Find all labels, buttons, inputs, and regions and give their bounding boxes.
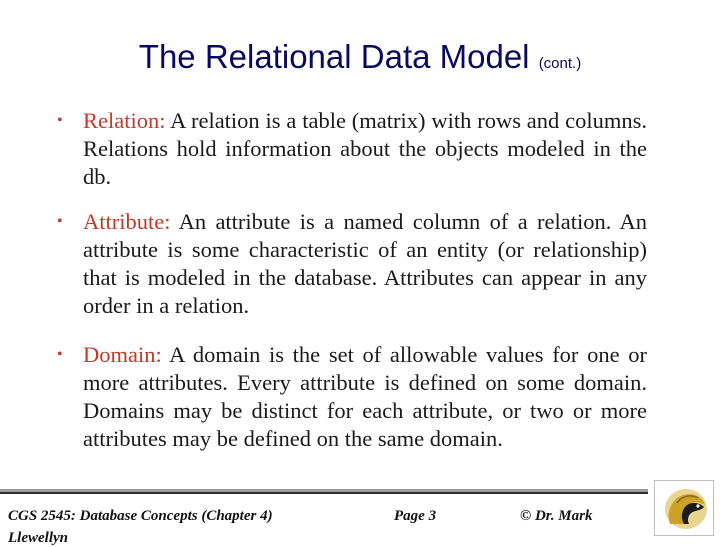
- bullet-paragraph: [83, 208, 647, 320]
- bullet-text: A domain is the set of allowable values for one or more attributes. Every attribute is defined on some domain. Domains may be distinct for each attribute, or two or more attributes may be defined on the same domain.: [83, 342, 647, 451]
- logo: [654, 480, 714, 536]
- bullet-term: Relation:: [83, 108, 166, 133]
- bullet-marker: •: [57, 112, 63, 129]
- pegasus-logo-icon: [657, 483, 711, 533]
- footer-course: CGS 2545: Database Concepts (Chapter 4): [8, 508, 273, 524]
- bullet-marker: •: [57, 346, 63, 363]
- slide-title-text: The Relational Data Model: [138, 38, 530, 75]
- slide-title-suffix: (cont.): [538, 55, 582, 72]
- bullet-paragraph: [83, 107, 647, 191]
- bullet-marker: •: [57, 213, 63, 230]
- bullet-paragraph: [83, 341, 647, 453]
- bullet-domain: [57, 341, 647, 453]
- footer-page-number: Page 3: [394, 508, 437, 524]
- bullet-term: Attribute:: [83, 209, 171, 234]
- bullet-text: A relation is a table (matrix) with rows and columns. Relations hold information about the objects modeled in the db.: [83, 108, 647, 189]
- footer-copyright: © Dr. Mark: [520, 508, 593, 524]
- footer-author-overflow: Llewellyn: [8, 530, 68, 546]
- bullet-text: An attribute is a named column of a relation. An attribute is some characteristic of an entity (or relationship) that is modeled in the database. Attributes can appear in any order in a relation.: [83, 209, 647, 318]
- bullet-relation: [57, 107, 647, 191]
- bullet-term: Domain:: [83, 342, 162, 367]
- bullet-attribute: [57, 208, 647, 320]
